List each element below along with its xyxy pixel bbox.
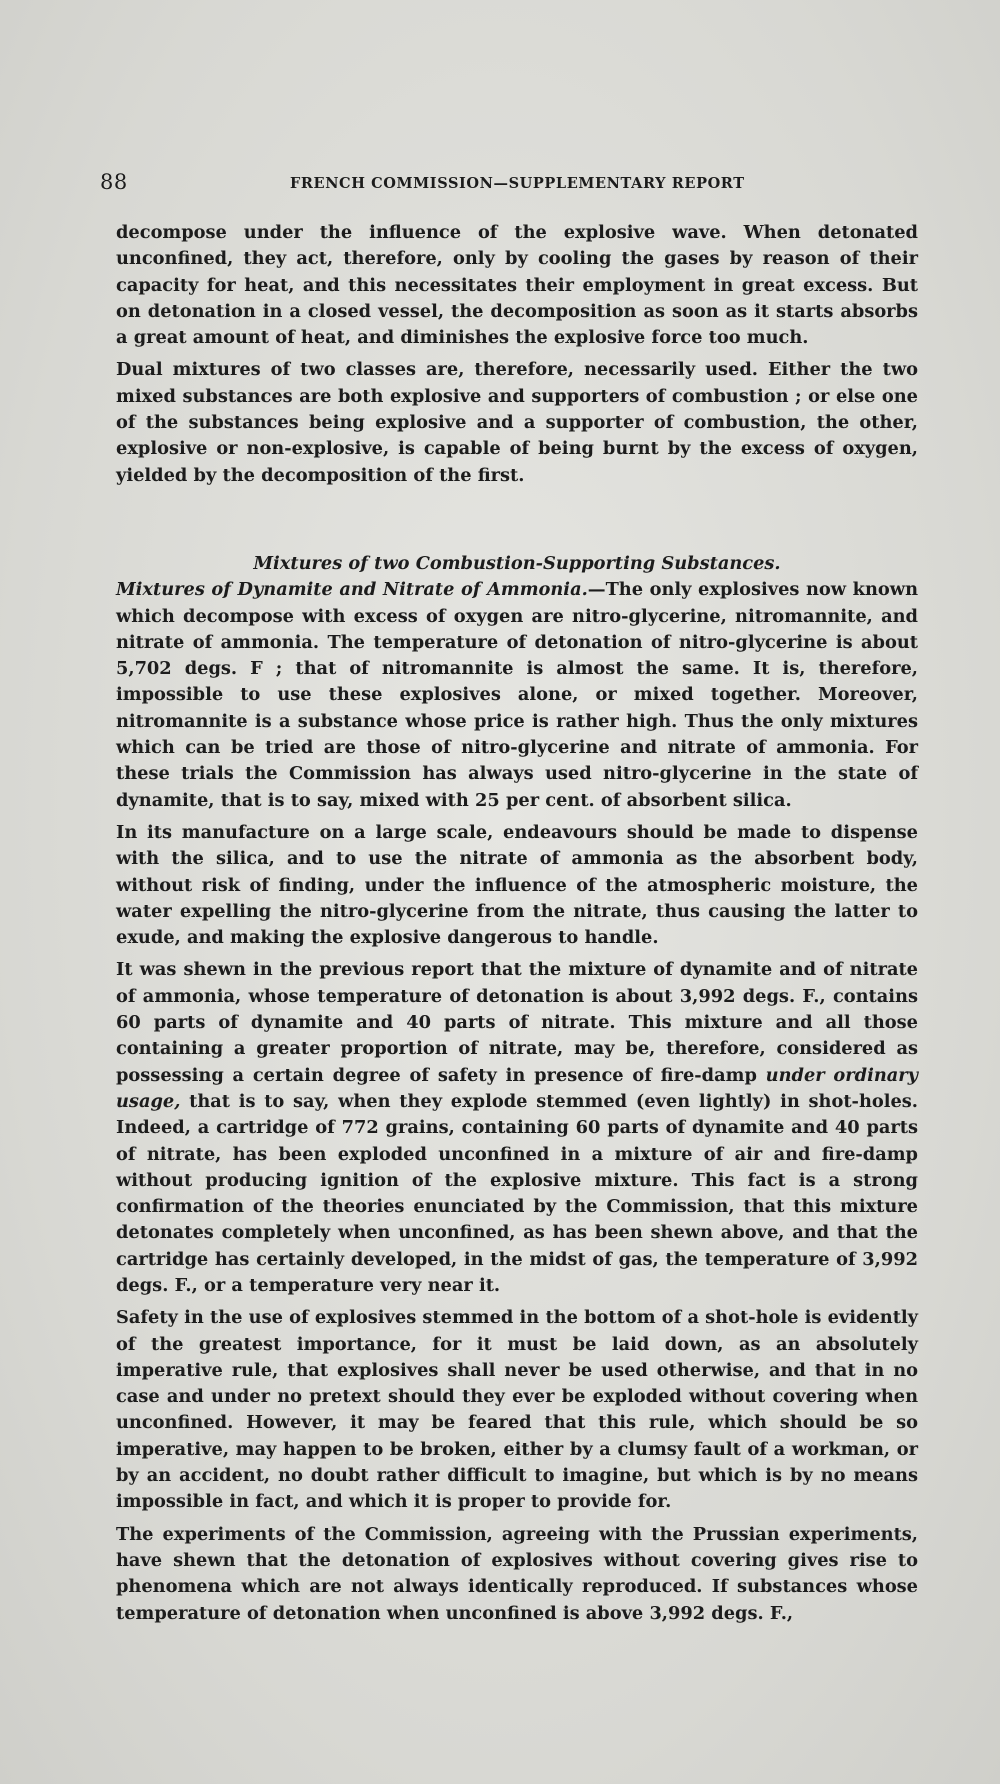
running-head <box>100 170 920 200</box>
body-text <box>116 220 918 1627</box>
paragraph-dual-mixtures: Dual mixtures of two classes are, therefore, necessarily used. Either the two mixed substances are both explosive and supporters of combustion ; or else one of the substances being explosive and a supporter of combustion, the other, explosive or non-explosive, is capable of being burnt by the excess of oxygen, yielded by the decomposition of the first. <box>116 359 918 486</box>
paragraph-safety: Safety in the use of explosives stemmed in the bottom of a shot-hole is evidently of the greatest importance, for it must be laid down, as an absolutely imperative rule, that explosives shall never be used otherwise, and that in no case and under no pretext should they ever be exploded without covering when unconfined. However, it may be feared that this rule, which should be so imperative, may happen to be broken, either by a clumsy fault of a workman, or by an accident, no doubt rather difficult to imagine, but which is by no means impossible in fact, and which it is proper to provide for. <box>116 1307 918 1513</box>
paragraph-dynamite-nitrate <box>116 577 918 814</box>
paragraph-previous-report-text-b: that is to say, when they explode stemmed (even lightly) in shot-holes. Indeed, a cartridge of 772 grains, containing 60 parts of dynamite and 40 parts of nitrate, has been exploded unconfined in a mixture of air and fire-damp without producing ignition of the explosive mixture. This fact is a strong confirmation of the theories enunciated by the Commission, that this mixture detonates completely when unconfined, as has been shewn above, and that the cartridge has certainly developed, in the midst of gas, the temperature of 3,992 degs. F., or a temperature very near it. <box>116 1090 918 1296</box>
paragraph-manufacture: In its manufacture on a large scale, endeavours should be made to dispense with the silica, and to use the nitrate of ammonia as the absorbent body, without risk of finding, under the influence of the atmospheric moisture, the water expelling the nitro-glycerine from the nitrate, thus causing the latter to exude, and making the explosive dangerous to handle. <box>116 821 918 949</box>
paragraph-dynamite-nitrate-text: —The only explosives now known which decompose with excess of oxygen are nitro-glycerine, nitromannite, and nitrate of ammonia. The temperature of detonation of nitro-glycerine is about 5,702 degs. F ; that of nitromannite is almost the same. It is, therefore, impossible to use these explosives alone, or mixed together. Moreover, nitromannite is a substance whose price is rather high. Thus the only mixtures which can be tried are those of nitro-glycerine and nitrate of ammonia. For these trials the Commission has always used nitro-glycerine in the state of dynamite, that is to say, mixed with 25 per cent. of absorbent silica. <box>116 579 918 811</box>
paragraph-continuation: decompose under the influence of the explosive wave. When detonated unconfined, they act, therefore, only by cooling the gases by reason of their capacity for heat, and this necessitates their employment in great excess. But on detonation in a closed vessel, the decomposition as soon as it starts absorbs a great amount of heat, and diminishes the explosive force too much. <box>116 222 918 349</box>
emphasis-ordinary-usage: under ordinary usage, <box>116 1064 918 1112</box>
paragraph-experiments: The experiments of the Commission, agreeing with the Prussian experiments, have shewn that the detonation of explosives without covering gives rise to phenomena which are not always identically reproduced. If substances whose temperature of detonation when unconfined is above 3,992 degs. F., <box>116 1523 918 1624</box>
running-head-title: FRENCH COMMISSION—SUPPLEMENTARY REPORT <box>290 175 745 192</box>
page-number: 88 <box>100 170 128 194</box>
paragraph-previous-report <box>116 957 918 1299</box>
subsection-title: Mixtures of Dynamite and Nitrate of Ammonia. <box>116 579 588 601</box>
paragraph-previous-report-text-a: It was shewn in the previous report that the mixture of dynamite and of nitrate of ammonia, whose temperature of detonation is about 3,992 degs. F., contains 60 parts of dynamite and 40 parts of nitrate. This mixture and all those containing a greater proportion of nitrate, may be, therefore, considered as possessing a certain degree of safety in presence of fire-damp <box>116 959 918 1086</box>
section-heading: Mixtures of two Combustion-Supporting Substances. <box>253 552 781 574</box>
